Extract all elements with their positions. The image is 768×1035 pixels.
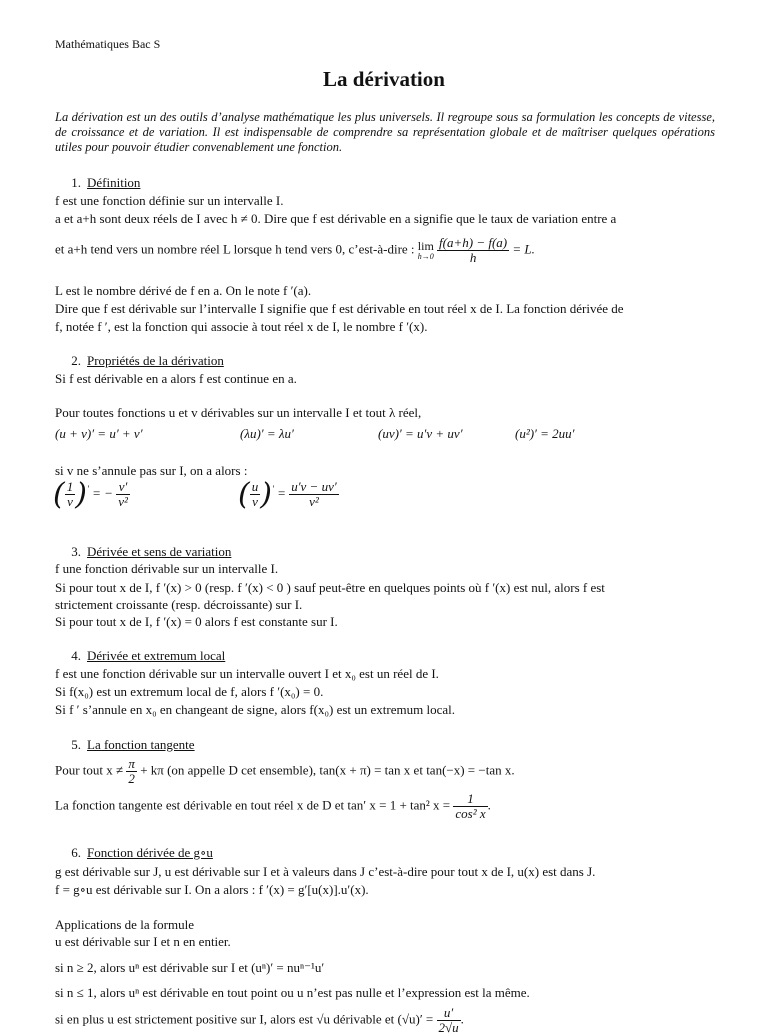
section-heading: Dérivée et extremum local (87, 648, 226, 663)
section-heading: Définition (87, 175, 141, 190)
app-line-3: si n ≤ 1, alors uⁿ est dérivable en tout point ou u n’est pas nulle et l’expression est la même. (55, 985, 530, 1000)
difference-quotient: $\frac{f(a+h) - f(a)}{h}$ (439, 235, 508, 265)
s1-line-4: L est le nombre dérivé de f en a. On le note f ′(a). (55, 283, 312, 298)
limit-operator: lim h→0 (417, 239, 434, 261)
s3-line-3: strictement croissante (resp. décroissante) sur I. (55, 597, 303, 612)
s4-line-3: Si f ′ s’annule en x₀ en changeant de signe, alors f(x₀) est un extremum local. (55, 702, 455, 717)
page-title: La dérivation (323, 67, 445, 91)
section-4-heading: 4. Dérivée et extremum local (71, 648, 226, 663)
s5-line-2: La fonction tangente est dérivable en tout réel x de D et tan′ x = 1 + tan² x = $\frac{1}{\text{cos² x}}$ . (55, 791, 491, 821)
section-1-heading: 1. Définition (71, 175, 141, 190)
app-line-1: u est dérivable sur I et n en entier. (55, 934, 231, 949)
s4-line-1: f est une fonction dérivable sur un intervalle ouvert I et x₀ est un réel de I. (55, 666, 439, 681)
s2-line-2: Pour toutes fonctions u et v dérivables sur un intervalle I et tout λ réel, (55, 405, 422, 420)
s1-line-1: f est une fonction définie sur un intervalle I. (55, 193, 284, 208)
formula-sum: (u + v)′ = u′ + v′ (55, 426, 143, 441)
s3-line-1: f une fonction dérivable sur un intervalle I. (55, 561, 279, 576)
section-2-heading: 2. Propriétés de la dérivation (71, 353, 224, 368)
section-heading: Fonction dérivée de g∘u (87, 845, 213, 860)
applications-heading: Applications de la formule (55, 917, 194, 932)
section-3-heading: 3. Dérivée et sens de variation (71, 544, 232, 559)
formula-square: (u²)′ = 2uu′ (515, 426, 575, 441)
s2-line-1: Si f est dérivable en a alors f est continue en a. (55, 371, 297, 386)
s1-line-6: f, notée f ′, est la fonction qui associe à tout réel x de I, le nombre f ′(x). (55, 319, 428, 334)
s3-line-4: Si pour tout x de I, f ′(x) = 0 alors f est constante sur I. (55, 614, 338, 629)
s4-line-2: Si f(x₀) est un extremum local de f, alors f ′(x₀) = 0. (55, 684, 324, 699)
section-heading: Dérivée et sens de variation (87, 544, 232, 559)
s1-line-3: et a+h tend vers un nombre réel L lorsque h tend vers 0, c’est-à-dire : lim h→0 $\frac{f(a+h) - f(a)}{h}$ = L. (55, 235, 535, 265)
section-heading: Propriétés de la dérivation (87, 353, 224, 368)
formula-quotient: ( $\frac{u}{v}$ )′ = $\frac{u'v - uv'}{\text{v²}}$ (238, 477, 337, 512)
intro-paragraph: La dérivation est un des outils d’analyse mathématique les plus universels. Il regroupe sous sa formulation les concepts de vitesse, de croissance et de variation. Il est indispensable de comprendre sa représentation globale et de maîtriser quelques opérations utiles pour pouvoir étudier convenablement une fonction. (55, 110, 715, 154)
formula-product: (uv)′ = u′v + uv′ (378, 426, 463, 441)
section-6-heading: 6. Fonction dérivée de g∘u (71, 845, 213, 860)
s5-line-1: Pour tout x ≠ $\frac{\pi}{2}$ + kπ (on appelle D cet ensemble), tan(x + π) = tan x et tan(−x) = −tan x. (55, 756, 515, 786)
section-heading: La fonction tangente (87, 737, 195, 752)
app-line-4: si en plus u est strictement positive sur I, alors est √u dérivable et (√u)′ = $\frac{u'}{2√u}$ . (55, 1005, 464, 1035)
s1-line-2: a et a+h sont deux réels de I avec h ≠ 0. Dire que f est dérivable en a signifie que le taux de variation entre a (55, 211, 617, 226)
section-5-heading: 5. La fonction tangente (71, 737, 195, 752)
s1-line-5: Dire que f est dérivable sur l’intervalle I signifie que f est dérivable en tout réel x de I. La fonction dérivée de (55, 301, 624, 316)
s3-line-2: Si pour tout x de I, f ′(x) > 0 (resp. f ′(x) < 0 ) sauf peut-être en quelques points où f ′(x) est nul, alors f est (55, 580, 605, 595)
s6-line-2: f = g∘u est dérivable sur I. On a alors : f ′(x) = g′[u(x)].u′(x). (55, 882, 369, 897)
formula-inverse: ( $\frac{1}{v}$ )′ = − $\frac{v'}{\text{v²}}$ (53, 477, 128, 512)
s2-line-3: si v ne s’annule pas sur I, on a alors : (55, 463, 248, 478)
header-subject: Mathématiques Bac S (55, 37, 161, 51)
formula-scalar: (λu)′ = λu′ (240, 426, 294, 441)
s6-line-1: g est dérivable sur J, u est dérivable sur I et à valeurs dans J c’est-à-dire pour tout x de I, u(x) est dans J. (55, 864, 596, 879)
app-line-2: si n ≥ 2, alors uⁿ est dérivable sur I et (uⁿ)′ = nuⁿ⁻¹u′ (55, 960, 325, 975)
